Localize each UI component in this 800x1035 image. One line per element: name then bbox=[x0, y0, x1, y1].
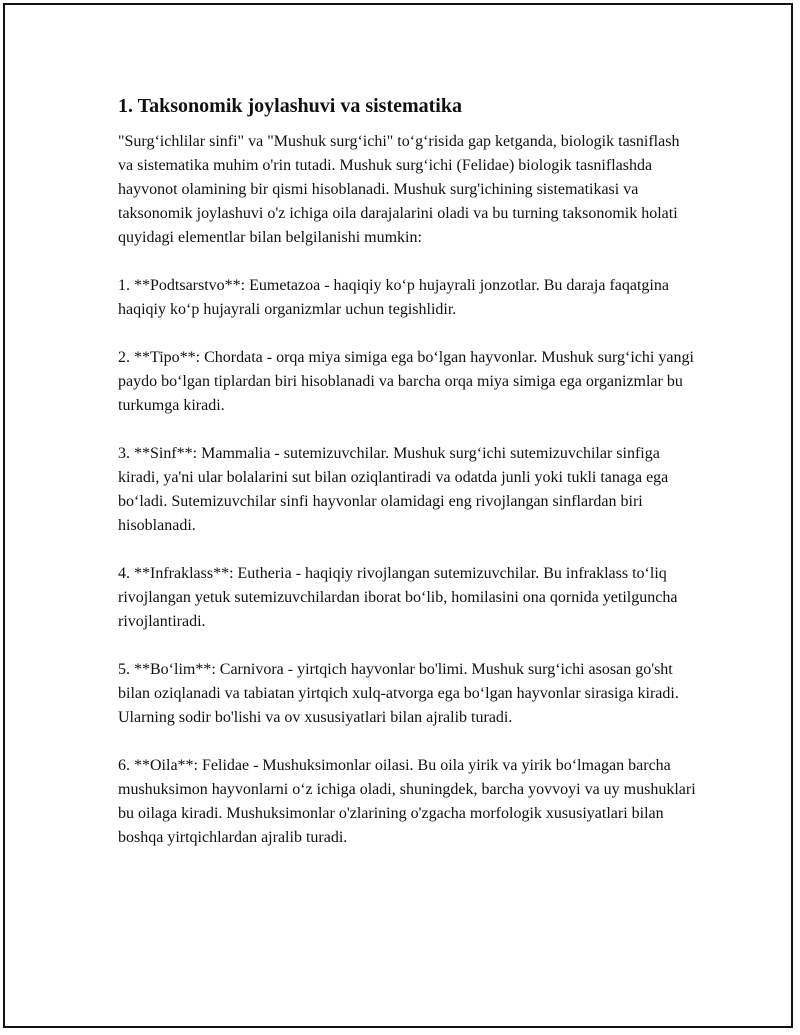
document-body bbox=[118, 92, 698, 874]
taxonomy-item-oila: 6. **Oila**: Felidae - Mushuksimonlar oilasi. Bu oila yirik va yirik bo‘lmagan barcha mushuksimon hayvonlarni o‘z ichiga oladi, shuningdek, barcha yovvoyi va uy mushuklari bu oilaga kiradi. Mushuksimonlar o'zlarining o'zgacha morfologik xususiyatlari bilan boshqa yirtqichlardan ajralib turadi. bbox=[118, 757, 696, 846]
taxonomy-item-bolim: 5. **Bo‘lim**: Carnivora - yirtqich hayvonlar bo'limi. Mushuk surg‘ichi asosan go'sht bilan oziqlanadi va tabiatan yirtqich xulq-atvorga ega bo‘lgan hayvonlar sirasiga kiradi. Ularning sodir bo'lishi va ov xususiyatlari bilan ajralib turadi. bbox=[118, 661, 679, 726]
taxonomy-item-tipo: 2. **Tipo**: Chordata - orqa miya simiga ega bo‘lgan hayvonlar. Mushuk surg‘ichi yangi paydo bo‘lgan tiplardan biri hisoblanadi va barcha orqa miya simiga ega organizmlar bu turkumga kiradi. bbox=[118, 349, 694, 414]
taxonomy-item-podtsarstvo: 1. **Podtsarstvo**: Eumetazoa - haqiqiy ko‘p hujayrali jonzotlar. Bu daraja faqatgina haqiqiy ko‘p hujayrali organizmlar uchun tegishlidir. bbox=[118, 277, 669, 318]
taxonomy-item-infraklass: 4. **Infraklass**: Eutheria - haqiqiy rivojlangan sutemizuvchilar. Bu infraklass to‘liq rivojlangan yetuk sutemizuvchilardan iborat bo‘lib, homilasini ona qornida yetilguncha rivojlantiradi. bbox=[118, 565, 678, 630]
section-heading: 1. Taksonomik joylashuvi va sistematika bbox=[118, 95, 462, 117]
taxonomy-item-sinf: 3. **Sinf**: Mammalia - sutemizuvchilar. Mushuk surg‘ichi sutemizuvchilar sinfiga kiradi, ya'ni ular bolalarini sut bilan oziqlantiradi va odatda junli yoki tukli tanaga ega bo‘ladi. Sutemizuvchilar sinfi hayvonlar olamidagi eng rivojlangan sinflardan biri hisoblanadi. bbox=[118, 445, 669, 534]
intro-paragraph: "Surg‘ichlilar sinfi" va "Mushuk surg‘ichi" to‘g‘risida gap ketganda, biologik tasniflash va sistematika muhim o'rin tutadi. Mushuk surg‘ichi (Felidae) biologik tasniflashda hayvonot olamining bir qismi hisoblanadi. Mushuk surg'ichining sistematikasi va taksonomik joylashuvi o'z ichiga oila darajalarini oladi va bu turning taksonomik holati quyidagi elementlar bilan belgilanishi mumkin: bbox=[118, 133, 680, 246]
